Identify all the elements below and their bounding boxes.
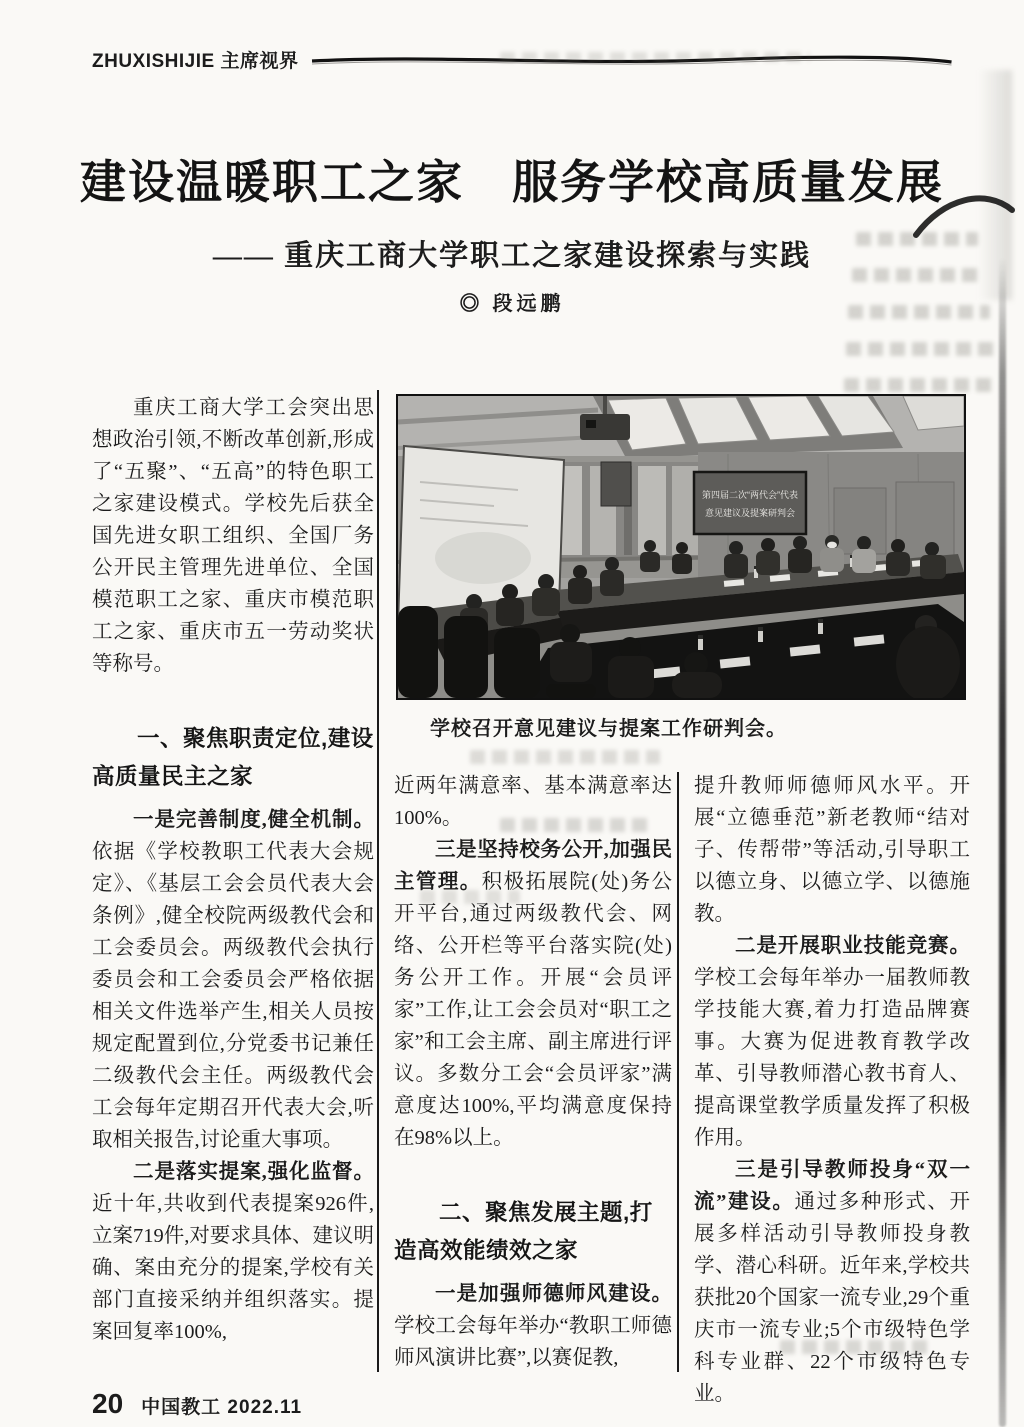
paragraph-text: 通过多种形式、开展多样活动引导教师投身教学、潜心科研。近年来,学校共获批20个国家一流专业,29个重庆市一流专业;5个市级特色学科专业群、22个市级特色专业。	[694, 1191, 971, 1405]
photo-caption: 学校召开意见建议与提案工作研判会。	[430, 718, 787, 740]
paragraph-text: 依据《学校教职工代表大会规定》、《基层工会会员代表大会条例》,健全校院两级教代会和工会委员会。两级教代会执行委员会和工会委员会严格依据相关文件选举产生,相关人员按规定配置到位,分党委书记兼任二级教代会主任。两级教代会工会每年定期召开代表大会,听取相关报告,讨论重大事项。	[92, 841, 374, 1151]
paragraph	[394, 1278, 672, 1374]
page-number: 20	[92, 1388, 124, 1419]
bleedthrough-ghost	[420, 890, 520, 904]
paragraph-text: 近十年,共收到代表提案926件,立案719件,对要求具体、建议明确、案由充分的提案,学校有关部门直接采纳并组织落实。提案回复率100%,	[92, 1193, 374, 1343]
section-header-label: ZHUXISHIJIE 主席视界	[92, 51, 299, 72]
journal-name-date: 中国教工 2022.11	[141, 1397, 303, 1418]
paragraph-continuation: 近两年满意率、基本满意率达100%。	[394, 775, 672, 829]
paragraph-text: 学校工会每年举办“教职工师德师风演讲比赛”,以赛促教,	[394, 1315, 672, 1369]
lead-in: 三是引导教师投身“双一流”建设。	[694, 1159, 970, 1213]
bleedthrough-ghost	[844, 378, 992, 392]
page-footer	[92, 1388, 302, 1420]
paragraph	[694, 930, 970, 1154]
lead-in: 一是完善制度,健全机制。	[133, 809, 374, 831]
bleedthrough-ghost	[780, 1340, 930, 1354]
bleedthrough-ghost	[500, 818, 650, 832]
lead-in: 三是坚持校务公开,加强民主管理。	[394, 839, 672, 893]
banner-text-line2: 意见建议及提案研判会	[704, 508, 796, 518]
paragraph-intro: 重庆工商大学工会突出思想政治引领,不断改革创新,形成了“五聚”、“五高”的特色职工之家建设模式。学校先后获全国先进女职工组织、全国厂务公开民主管理先进单位、全国模范职工之家、重庆市模范职工之家、重庆市五一劳动奖状等称号。	[92, 397, 374, 675]
bleedthrough-ghost	[852, 268, 984, 282]
paragraph	[92, 1156, 374, 1348]
column-3	[694, 770, 970, 1410]
article-photo-figure	[396, 394, 966, 741]
column-divider-2	[677, 772, 679, 1372]
column-2	[394, 770, 672, 1374]
article-author: ◎ 段远鹏	[459, 293, 565, 315]
lead-in: 一是加强师德师风建设。	[435, 1283, 672, 1305]
meeting-banner-board	[694, 472, 806, 534]
bleedthrough-ghost	[848, 305, 990, 319]
paragraph-text: 学校工会每年举办一届教师教学技能大赛,着力打造品牌赛事。大赛为促进教育教学改革、引导教师潜心教书育人、提高课堂教学质量发挥了积极作用。	[694, 967, 970, 1149]
paragraph	[92, 804, 374, 1156]
section-heading-1: 一、聚焦职责定位,建设高质量民主之家	[92, 726, 374, 789]
paragraph	[394, 834, 672, 1154]
article-subtitle: —— 重庆工商大学职工之家建设探索与实践	[212, 240, 812, 272]
bleedthrough-ghost	[846, 342, 994, 356]
page-curl-mark	[908, 180, 1018, 248]
column-1	[92, 392, 374, 1348]
paragraph	[694, 1154, 970, 1410]
banner-text-line1: 第四届二次“两代会”代表	[702, 490, 798, 500]
bleedthrough-ghost	[500, 52, 810, 62]
article-title: 建设温暖职工之家 服务学校高质量发展	[80, 156, 944, 208]
bleedthrough-ghost	[470, 750, 660, 764]
scan-edge-shadow	[999, 258, 1006, 1427]
section-heading-2: 二、聚焦发展主题,打造高效能绩效之家	[394, 1200, 653, 1263]
paragraph-continuation: 提升教师师德师风水平。开展“立德垂范”新老教师“结对子、传帮带”等活动,引导职工以德立身、以德立学、以德施教。	[694, 775, 970, 925]
lead-in: 二是开展职业技能竞赛。	[735, 935, 970, 957]
meeting-room-illustration	[398, 396, 964, 698]
lead-in: 二是落实提案,强化监督。	[133, 1161, 374, 1183]
paragraph-text: 积极拓展院(处)务公开平台,通过两级教代会、网络、公开栏等平台落实院(处)务公开工作。开展“会员评家”工作,让工会会员对“职工之家”和工会主席、副主席进行评议。多数分工会“会员评家”满意度达100%,平均满意度保持在98%以上。	[394, 871, 673, 1149]
meeting-room-photo	[396, 394, 966, 700]
column-divider-1	[377, 390, 379, 1372]
